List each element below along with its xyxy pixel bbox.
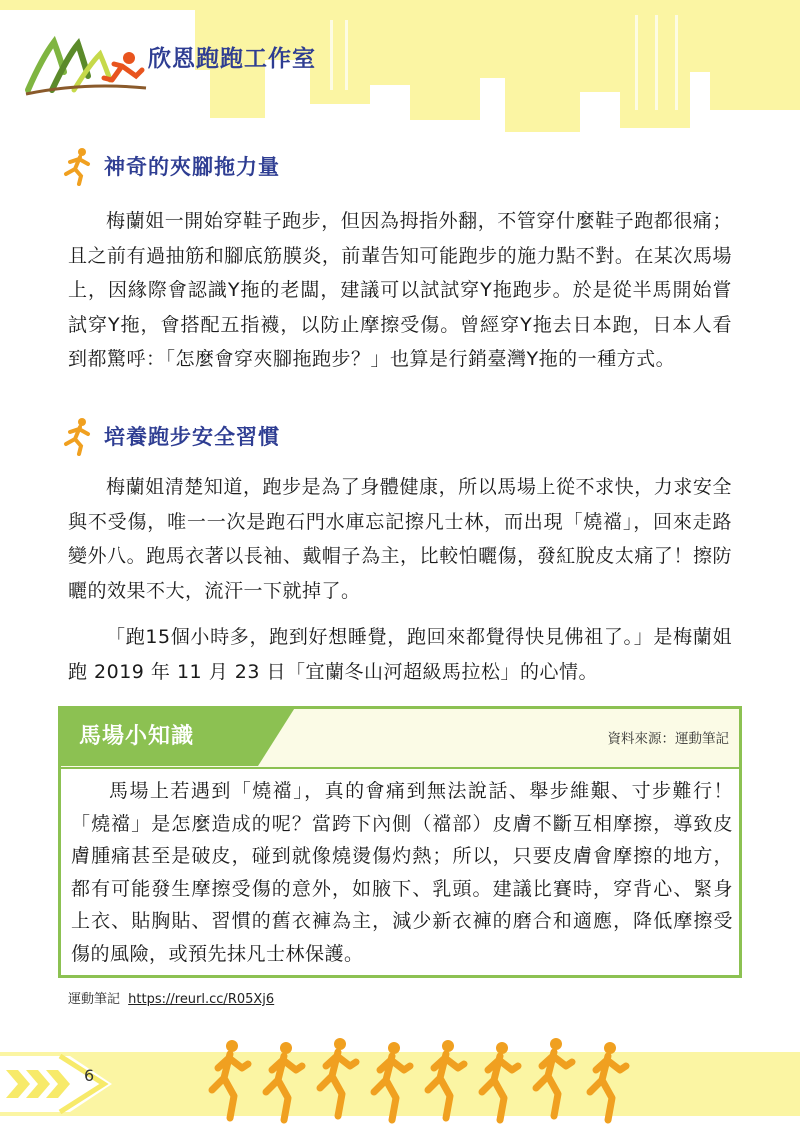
knowledge-title: 馬場小知識	[79, 724, 195, 749]
paragraph-quote: 「跑15個小時多，跑到好想睡覺，跑回來都覺得快見佛祖了。」是梅蘭姐跑 2019 年 11 月 23 日「宜蘭冬山河超級馬拉松」的心情。	[68, 626, 732, 683]
section-title: 培養跑步安全習慣	[104, 425, 280, 449]
knowledge-source: 資料來源：運動筆記	[607, 731, 729, 747]
runner-icon	[58, 416, 98, 456]
runner-icon	[58, 146, 98, 186]
studio-logo-text: 欣恩跑跑工作室	[148, 46, 316, 72]
knowledge-text: 馬場上若遇到「燒襠」，真的會痛到無法說話、舉步維艱、寸步難行！「燒襠」是怎麼造成的呢？當跨下內側（襠部）皮膚不斷互相摩擦，導致皮膚腫痛甚至是破皮，碰到就像燒燙傷灼熱；所以，只要皮膚會摩擦的地方，都有可能發生摩擦受傷的意外，如腋下、乳頭。建議比賽時，穿背心、緊身上衣、貼胸貼、習慣的舊衣褲為主，減少新衣褲的磨合和適應，降低摩擦受傷的風險，或預先抹凡士林保護。	[71, 780, 733, 965]
mountain-runner-logo-icon	[24, 28, 149, 98]
page-number: 6	[84, 1066, 95, 1085]
source-label: 運動筆記	[68, 992, 121, 1007]
running-silhouettes-icon	[200, 1030, 640, 1126]
paragraph-safety: 梅蘭姐清楚知道，跑步是為了身體健康，所以馬場上從不求快，力求安全與不受傷，唯一一次是跑石門水庫忘記擦凡士林，而出現「燒襠」，回來走路變外八。跑馬衣著以長袖、戴帽子為主，比較怕曬傷，發紅脫皮太痛了！擦防曬的效果不大，流汗一下就掉了。	[68, 476, 732, 602]
source-link[interactable]: https://reurl.cc/R05Xj6	[128, 992, 275, 1007]
knowledge-box	[58, 706, 742, 978]
section-heading-flipflop	[58, 148, 280, 184]
paragraph-flipflop: 梅蘭姐一開始穿鞋子跑步，但因為拇指外翻，不管穿什麼鞋子跑都很痛；且之前有過抽筋和腳底筋膜炎，前輩告知可能跑步的施力點不對。在某次馬場上，因緣際會認識Y拖的老闆，建議可以試試穿Y拖跑步。於是從半馬開始嘗試穿Y拖，會搭配五指襪，以防止摩擦受傷。曾經穿Y拖去日本跑，日本人看到都驚呼：「怎麼會穿夾腳拖跑步？」也算是行銷臺灣Y拖的一種方式。	[68, 210, 732, 370]
knowledge-body	[61, 767, 739, 975]
source-line	[68, 988, 274, 1007]
section-title: 神奇的夾腳拖力量	[104, 155, 280, 179]
section-heading-safety	[58, 418, 280, 454]
